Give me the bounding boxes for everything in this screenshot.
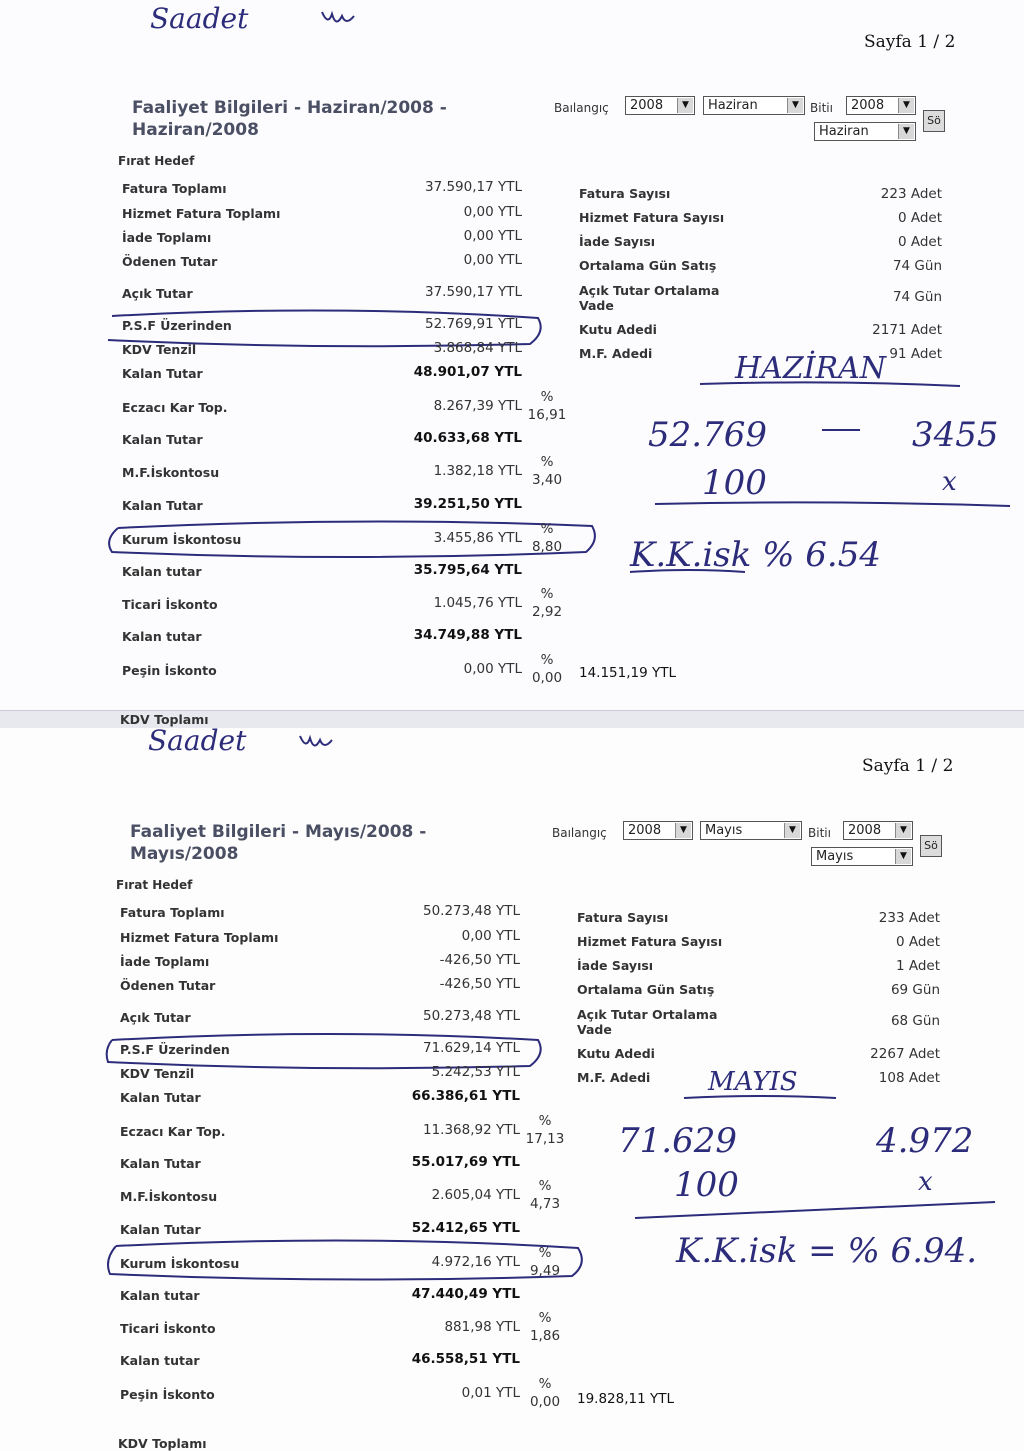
percent-sign: % — [538, 1113, 552, 1129]
chevron-down-icon: ▼ — [787, 98, 803, 113]
handwritten-c: 100 — [674, 1165, 739, 1205]
start-month-select[interactable] — [703, 96, 805, 115]
row-percent — [527, 651, 567, 687]
pesin-extra-value: 14.151,19 YTL — [579, 665, 677, 681]
chevron-down-icon: ▼ — [677, 98, 693, 113]
row-value: 0,00 YTL — [463, 204, 522, 220]
report-title: Faaliyet Bilgileri - Haziran/2008 - Haziran/2008 — [132, 98, 447, 140]
row-value: 50.273,48 YTL — [422, 903, 520, 919]
row-value: 55.017,69 YTL — [411, 1154, 520, 1170]
start-label: Baılangıç — [552, 826, 607, 840]
chevron-down-icon: ▼ — [895, 823, 911, 838]
row-value: 47.440,49 YTL — [411, 1286, 520, 1302]
end-year-value: 2008 — [848, 823, 882, 838]
count-label: M.F. Adedi — [577, 1070, 651, 1085]
row-percent — [525, 1309, 565, 1345]
count-label: Açık Tutar Ortalama Vade — [579, 283, 720, 313]
row-value: -426,50 YTL — [439, 952, 520, 968]
row-label: Ödenen Tutar — [120, 978, 216, 993]
row-percent — [527, 388, 567, 424]
cut-off-label: KDV Toplamı — [120, 712, 209, 727]
row-label: M.F.İskontosu — [122, 465, 220, 480]
end-year-select[interactable] — [843, 821, 913, 840]
row-value: 11.368,92 YTL — [422, 1122, 520, 1138]
row-percent — [525, 1375, 565, 1411]
count-value: 223 Adet — [880, 186, 942, 202]
percent-value: 0,00 — [531, 670, 563, 686]
row-label: Fatura Toplamı — [120, 905, 225, 920]
percent-sign: % — [538, 1178, 552, 1194]
chevron-down-icon: ▼ — [898, 98, 914, 113]
handwritten-header: Saadet — [148, 728, 247, 757]
handwritten-result: K.K.isk = % 6.94. — [676, 1231, 978, 1271]
target-label: Fırat Hedef — [116, 878, 193, 892]
chevron-down-icon: ▼ — [675, 823, 691, 838]
row-value: 46.558,51 YTL — [411, 1351, 520, 1367]
end-label: Bitiı — [810, 101, 833, 115]
count-label: İade Sayısı — [577, 958, 654, 973]
row-label: Kalan tutar — [122, 564, 202, 579]
row-label: Ticari İskonto — [120, 1321, 216, 1336]
go-button[interactable]: Sö — [920, 835, 942, 857]
target-label: Fırat Hedef — [118, 154, 195, 168]
handwritten-a: 52.769 — [648, 415, 767, 455]
count-value: 0 Adet — [897, 210, 942, 226]
count-value: 74 Gün — [892, 289, 942, 305]
row-label: KDV Tenzil — [120, 1066, 195, 1081]
count-value: 68 Gün — [890, 1013, 940, 1029]
count-value: 1 Adet — [895, 958, 940, 974]
row-label: Kalan Tutar — [122, 366, 203, 381]
count-label: Kutu Adedi — [579, 322, 657, 337]
start-year-select[interactable] — [623, 821, 693, 840]
row-label: Kalan tutar — [120, 1353, 200, 1368]
row-value: 52.769,91 YTL — [424, 316, 522, 332]
row-label: Eczacı Kar Top. — [120, 1124, 226, 1139]
count-value: 233 Adet — [878, 910, 940, 926]
percent-value: 16,91 — [527, 407, 567, 423]
start-year-value: 2008 — [628, 823, 662, 838]
percent-value: 17,13 — [525, 1131, 565, 1147]
row-value: 66.386,61 YTL — [411, 1088, 520, 1104]
count-value: 2171 Adet — [872, 322, 942, 338]
start-month-select[interactable] — [700, 821, 802, 840]
row-label: P.S.F Üzerinden — [122, 318, 232, 333]
row-label: P.S.F Üzerinden — [120, 1042, 230, 1057]
end-label: Bitiı — [808, 826, 831, 840]
end-year-select[interactable] — [846, 96, 916, 115]
handwritten-b: 3455 — [912, 415, 999, 455]
row-value: 0,00 YTL — [461, 928, 520, 944]
count-value: 69 Gün — [890, 982, 940, 998]
start-year-value: 2008 — [630, 98, 664, 113]
count-value: 0 Adet — [895, 934, 940, 950]
count-label: Açık Tutar Ortalama Vade — [577, 1007, 718, 1037]
row-value: 0,00 YTL — [463, 252, 522, 268]
percent-sign: % — [540, 389, 554, 405]
count-value: 91 Adet — [889, 346, 942, 362]
row-value: 1.382,18 YTL — [433, 463, 522, 479]
page-number: Sayfa 1 / 2 — [864, 32, 956, 52]
row-value: 37.590,17 YTL — [424, 179, 522, 195]
row-value: 48.901,07 YTL — [413, 364, 522, 380]
row-label: Kalan Tutar — [122, 432, 203, 447]
percent-value: 4,73 — [529, 1196, 561, 1212]
row-value: -426,50 YTL — [439, 976, 520, 992]
end-year-value: 2008 — [851, 98, 885, 113]
percent-sign: % — [538, 1245, 552, 1261]
handwritten-scribble — [322, 12, 354, 22]
row-value: 40.633,68 YTL — [413, 430, 522, 446]
count-label: Fatura Sayısı — [579, 186, 671, 201]
percent-sign: % — [540, 454, 554, 470]
handwritten-c: 100 — [702, 463, 767, 503]
count-label: Fatura Sayısı — [577, 910, 669, 925]
count-label: Ortalama Gün Satış — [577, 982, 715, 997]
row-label: Ticari İskonto — [122, 597, 218, 612]
handwritten-a: 71.629 — [618, 1121, 737, 1161]
percent-sign: % — [538, 1376, 552, 1392]
row-label: Kalan tutar — [122, 629, 202, 644]
start-label: Baılangıç — [554, 101, 609, 115]
start-month-value: Mayıs — [705, 823, 743, 838]
count-label: Ortalama Gün Satış — [579, 258, 717, 273]
row-label: Kalan tutar — [120, 1288, 200, 1303]
report-page-mayis — [0, 728, 1024, 1451]
row-value: 0,01 YTL — [461, 1385, 520, 1401]
row-label: Kalan Tutar — [120, 1222, 201, 1237]
row-label: Eczacı Kar Top. — [122, 400, 228, 415]
count-label: İade Sayısı — [579, 234, 656, 249]
percent-value: 3,40 — [531, 472, 563, 488]
row-label: Kalan Tutar — [120, 1156, 201, 1171]
row-label: Ödenen Tutar — [122, 254, 218, 269]
row-value: 2.605,04 YTL — [431, 1187, 520, 1203]
row-value: 881,98 YTL — [444, 1319, 520, 1335]
chevron-down-icon: ▼ — [898, 124, 914, 139]
row-percent — [525, 1177, 565, 1213]
percent-value: 8,80 — [531, 539, 563, 555]
row-label: Hizmet Fatura Toplamı — [122, 206, 281, 221]
row-percent — [525, 1112, 565, 1148]
row-value: 0,00 YTL — [463, 661, 522, 677]
pesin-extra-value: 19.828,11 YTL — [577, 1391, 675, 1407]
row-label: İade Toplamı — [122, 230, 212, 245]
report-title: Faaliyet Bilgileri - Mayıs/2008 - Mayıs/2008 — [130, 822, 427, 864]
row-value: 71.629,14 YTL — [422, 1040, 520, 1056]
start-year-select[interactable] — [625, 96, 695, 115]
handwritten-result: K.K.isk % 6.54 — [630, 535, 881, 575]
handwritten-x: x — [942, 467, 957, 497]
count-label: Kutu Adedi — [577, 1046, 655, 1061]
row-label: İade Toplamı — [120, 954, 210, 969]
division-line — [635, 1202, 995, 1218]
division-line — [655, 502, 1010, 506]
row-value: 0,00 YTL — [463, 228, 522, 244]
row-value: 4.972,16 YTL — [431, 1254, 520, 1270]
percent-sign: % — [540, 521, 554, 537]
row-value: 39.251,50 YTL — [413, 496, 522, 512]
start-month-value: Haziran — [708, 98, 758, 113]
handwritten-b: 4.972 — [876, 1121, 974, 1161]
percent-sign: % — [540, 586, 554, 602]
count-label: M.F. Adedi — [579, 346, 653, 361]
row-label: Kurum İskontosu — [122, 532, 242, 547]
row-percent — [527, 520, 567, 556]
handwritten-month: HAZİRAN — [735, 351, 887, 386]
row-label: KDV Tenzil — [122, 342, 197, 357]
page-number: Sayfa 1 / 2 — [862, 756, 954, 776]
row-value: 3.868,84 YTL — [433, 340, 522, 356]
count-value: 0 Adet — [897, 234, 942, 250]
result-underline — [630, 570, 745, 572]
handwritten-x: x — [918, 1167, 933, 1197]
handwritten-header: Saadet — [150, 2, 249, 35]
row-percent — [525, 1244, 565, 1280]
row-label: Kalan Tutar — [120, 1090, 201, 1105]
row-label: Kurum İskontosu — [120, 1256, 240, 1271]
cut-off-label: KDV Toplamı — [118, 1436, 207, 1451]
count-label: Hizmet Fatura Sayısı — [579, 210, 725, 225]
row-value: 52.412,65 YTL — [411, 1220, 520, 1236]
chevron-down-icon: ▼ — [895, 849, 911, 864]
row-value: 35.795,64 YTL — [413, 562, 522, 578]
count-value: 108 Adet — [878, 1070, 940, 1086]
end-month-value: Haziran — [819, 124, 869, 139]
row-value: 50.273,48 YTL — [422, 1008, 520, 1024]
row-label: M.F.İskontosu — [120, 1189, 218, 1204]
end-month-select[interactable] — [811, 847, 913, 866]
handwritten-month: MAYIS — [708, 1067, 798, 1097]
row-percent — [527, 585, 567, 621]
percent-value: 9,49 — [529, 1263, 561, 1279]
count-value: 2267 Adet — [870, 1046, 940, 1062]
month-underline — [684, 1096, 836, 1098]
count-label: Hizmet Fatura Sayısı — [577, 934, 723, 949]
end-month-select[interactable] — [814, 122, 916, 141]
handwritten-scribble — [300, 736, 332, 746]
row-label: Açık Tutar — [120, 1010, 191, 1025]
chevron-down-icon: ▼ — [784, 823, 800, 838]
row-label: Peşin İskonto — [122, 663, 217, 678]
row-label: Açık Tutar — [122, 286, 193, 301]
percent-sign: % — [538, 1310, 552, 1326]
row-label: Peşin İskonto — [120, 1387, 215, 1402]
row-label: Kalan Tutar — [122, 498, 203, 513]
month-underline — [700, 382, 960, 386]
end-month-value: Mayıs — [816, 849, 854, 864]
row-value: 8.267,39 YTL — [433, 398, 522, 414]
count-value: 74 Gün — [892, 258, 942, 274]
row-percent — [527, 453, 567, 489]
percent-sign: % — [540, 652, 554, 668]
percent-value: 1,86 — [529, 1328, 561, 1344]
row-label: Hizmet Fatura Toplamı — [120, 930, 279, 945]
row-value: 34.749,88 YTL — [413, 627, 522, 643]
percent-value: 0,00 — [529, 1394, 561, 1410]
go-button[interactable]: Sö — [923, 110, 945, 132]
row-value: 37.590,17 YTL — [424, 284, 522, 300]
row-value: 1.045,76 YTL — [433, 595, 522, 611]
row-value: 5.242,53 YTL — [431, 1064, 520, 1080]
row-value: 3.455,86 YTL — [433, 530, 522, 546]
row-label: Fatura Toplamı — [122, 181, 227, 196]
percent-value: 2,92 — [531, 604, 563, 620]
